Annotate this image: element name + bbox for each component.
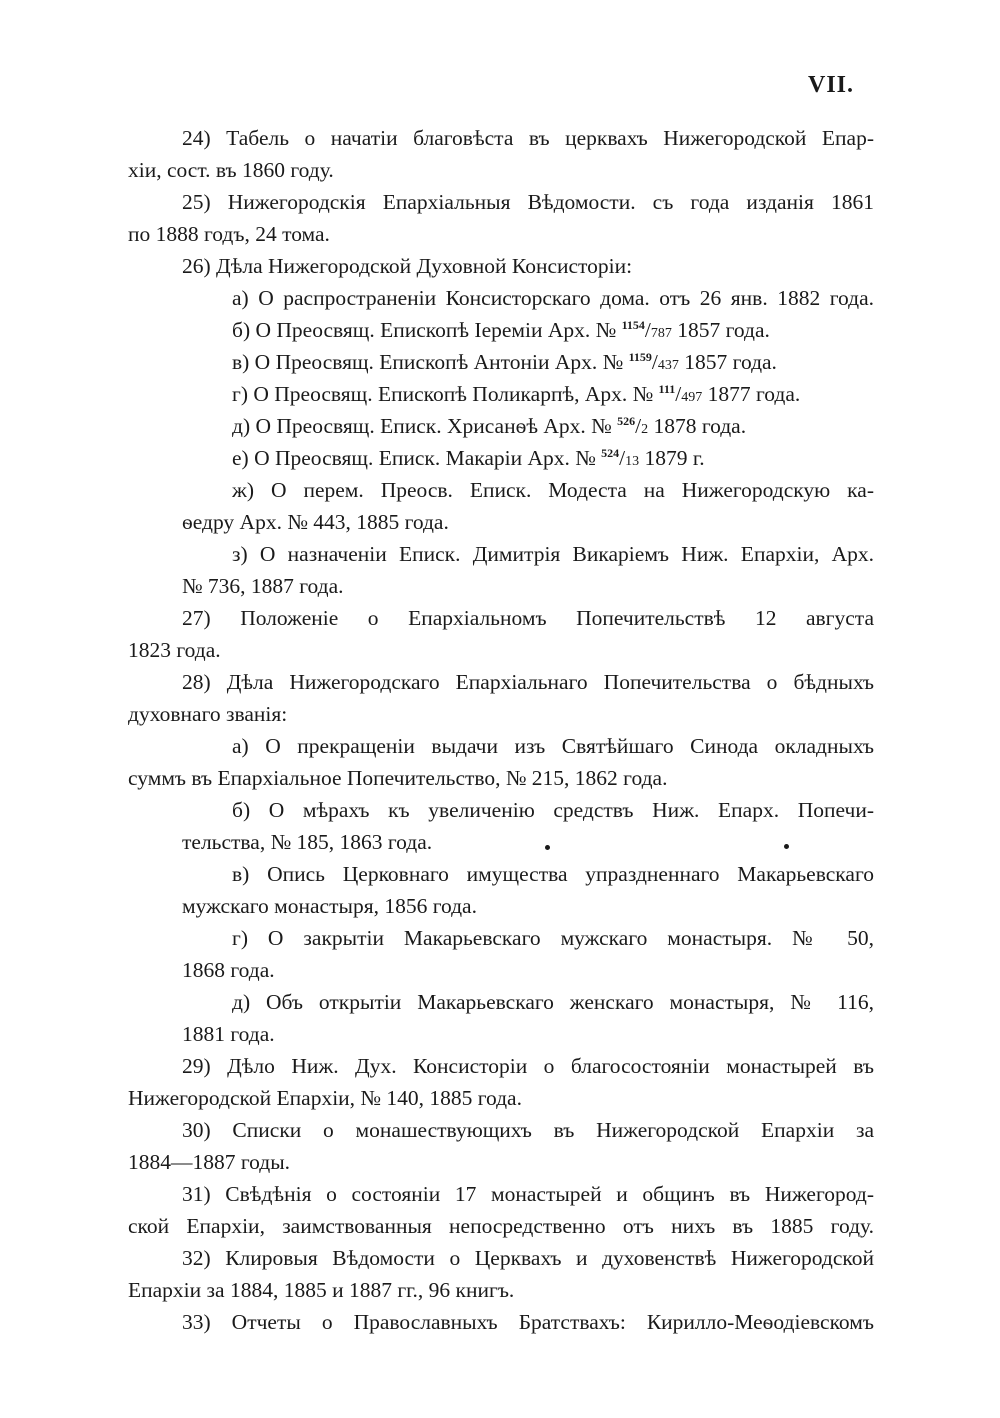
- fraction-numerator: 111: [658, 381, 676, 396]
- text-segment: д) О Преосвящ. Еписк. Хрисанѳѣ Арх. №: [232, 414, 612, 438]
- text-line: 28) Дѣла Нижегородскаго Епархіальнаго Попечительства о бѣдныхъ: [182, 670, 874, 694]
- text-line: суммъ въ Епархіальное Попечительство, № 215, 1862 года.: [128, 766, 668, 790]
- text-line: з) О назначеніи Еписк. Димитрія Викаріемъ Ниж. Епархіи, Арх.: [232, 542, 874, 566]
- text-line: б) О мѣрахъ къ увеличенію средствъ Ниж. Епарх. Попечи-: [232, 798, 874, 822]
- text-line-with-fraction: [232, 412, 746, 442]
- text-segment: 1879 г.: [644, 446, 705, 470]
- text-line: хіи, сост. въ 1860 году.: [128, 158, 334, 182]
- stray-mark: [545, 845, 550, 850]
- archive-fraction: $^{526}$/2: [617, 413, 649, 438]
- text-line: Епархіи за 1884, 1885 и 1887 гг., 96 книгъ.: [128, 1278, 515, 1302]
- text-segment: е) О Преосвящ. Еписк. Макаріи Арх. №: [232, 446, 596, 470]
- fraction-numerator: 1159: [628, 349, 652, 364]
- text-line-with-fraction: [232, 316, 770, 346]
- text-line: 32) Клировыя Вѣдомости о Церквахъ и духовенствѣ Нижегородской: [182, 1246, 874, 1270]
- text-line: ской Епархіи, заимствованныя непосредственно отъ нихъ въ 1885 году.: [128, 1214, 874, 1238]
- text-line-with-fraction: [232, 444, 705, 474]
- text-line: в) Опись Церковнаго имущества упраздненнаго Макарьевскаго: [232, 862, 874, 886]
- text-line-with-fraction: [232, 348, 777, 378]
- text-segment: б) О Преосвящ. Епископѣ Іереміи Арх. №: [232, 318, 617, 342]
- archive-fraction: $^{111}$/497: [658, 381, 703, 406]
- text-line: ѳедру Арх. № 443, 1885 года.: [182, 510, 449, 534]
- text-line: тельства, № 185, 1863 года.: [182, 830, 433, 854]
- fraction-numerator: 526: [617, 413, 636, 428]
- archive-fraction: $^{1159}$/437: [628, 349, 679, 374]
- fraction-denominator: 497: [681, 390, 703, 405]
- fraction-numerator: 1154: [621, 317, 645, 332]
- text-segment: г) О Преосвящ. Епископѣ Поликарпѣ, Арх. №: [232, 382, 654, 406]
- text-segment: 1877 года.: [707, 382, 801, 406]
- text-line: 26) Дѣла Нижегородской Духовной Консисторіи:: [182, 254, 633, 278]
- text-line: 24) Табель о начатіи благовѣста въ церквахъ Нижегородской Епар-: [182, 126, 874, 150]
- text-line: 1884—1887 годы.: [128, 1150, 291, 1174]
- text-line: а) О прекращеніи выдачи изъ Святѣйшаго Синода окладныхъ: [232, 734, 874, 758]
- text-line: г) О закрытіи Макарьевскаго мужскаго монастыря. № 50,: [232, 926, 874, 950]
- text-line: 1881 года.: [182, 1022, 275, 1046]
- text-line: 29) Дѣло Ниж. Дух. Консисторіи о благосостояніи монастырей въ: [182, 1054, 874, 1078]
- text-line: по 1888 годъ, 24 тома.: [128, 222, 330, 246]
- text-line: 30) Списки о монашествующихъ въ Нижегородской Епархіи за: [182, 1118, 874, 1142]
- text-line: Нижегородской Епархіи, № 140, 1885 года.: [128, 1086, 522, 1110]
- text-line: ж) О перем. Преосв. Еписк. Модеста на Нижегородскую ка-: [232, 478, 874, 502]
- fraction-numerator: 524: [601, 445, 620, 460]
- text-line: духовнаго званія:: [128, 702, 288, 726]
- text-line: д) Объ открытіи Макарьевскаго женскаго монастыря, № 116,: [232, 990, 874, 1014]
- text-line: 31) Свѣдѣнія о состояніи 17 монастырей и общинъ въ Нижегород-: [182, 1182, 874, 1206]
- text-line: 1868 года.: [182, 958, 275, 982]
- text-line-with-fraction: [232, 380, 800, 410]
- text-segment: 1857 года.: [677, 318, 770, 342]
- fraction-denominator: 437: [657, 358, 679, 373]
- page-number: VII.: [808, 72, 855, 98]
- text-segment: 1857 года.: [684, 350, 777, 374]
- text-line: № 736, 1887 года.: [182, 574, 344, 598]
- fraction-denominator: 2: [641, 422, 649, 437]
- text-segment: в) О Преосвящ. Епископѣ Антоніи Арх. №: [232, 350, 624, 374]
- text-line: 33) Отчеты о Православныхъ Братствахъ: Кирилло-Меѳодіевскомъ: [182, 1310, 874, 1334]
- stray-mark: [784, 844, 789, 849]
- text-line: а) О распространеніи Консисторскаго дома. отъ 26 янв. 1882 года.: [232, 286, 874, 310]
- text-line: мужскаго монастыря, 1856 года.: [182, 894, 477, 918]
- fraction-denominator: 787: [650, 326, 672, 341]
- archive-fraction: $^{524}$/13: [601, 445, 640, 470]
- text-segment: 1878 года.: [653, 414, 747, 438]
- fraction-denominator: 13: [625, 454, 640, 469]
- archive-fraction: $^{1154}$/787: [621, 317, 672, 342]
- text-line: 1823 года.: [128, 638, 221, 662]
- text-line: 27) Положеніе о Епархіальномъ Попечительствѣ 12 августа: [182, 606, 874, 630]
- text-line: 25) Нижегородскія Епархіальныя Вѣдомости. съ года изданія 1861: [182, 190, 874, 214]
